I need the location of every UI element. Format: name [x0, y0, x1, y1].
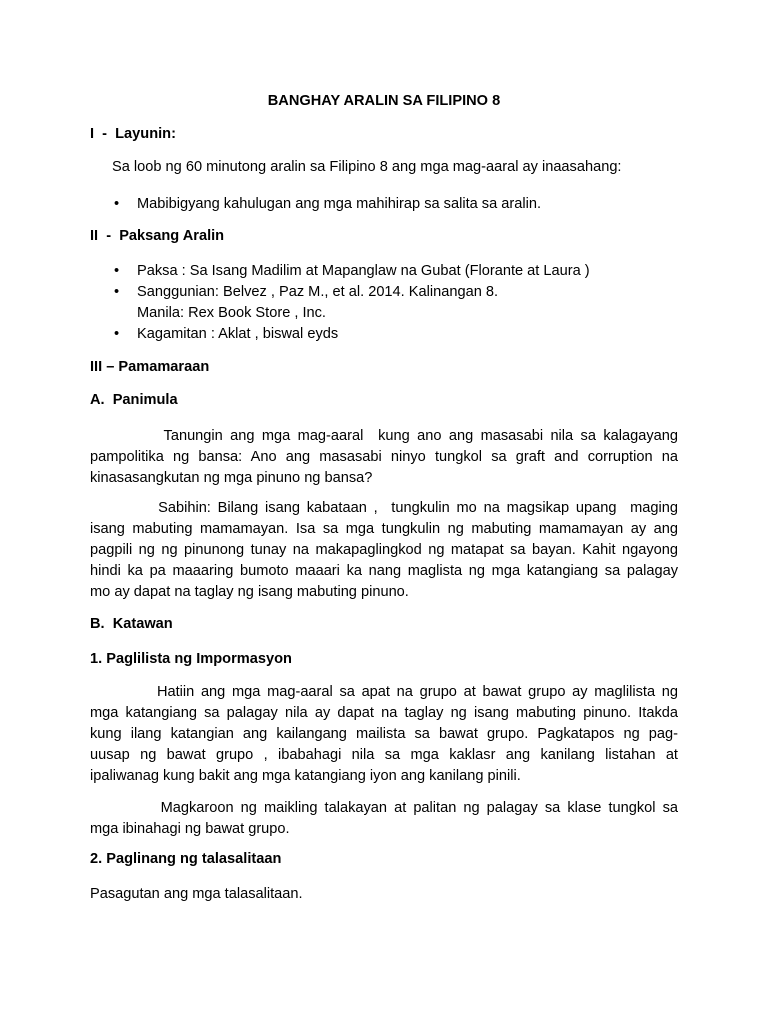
list-item: • Mabibigyang kahulugan ang mga mahihirap sa salita sa aralin. [112, 194, 541, 215]
paragraph-panimula-2: Sabihin: Bilang isang kabataan , tungkulin mo na magsikap upang maging isang mabuting mamamayan. Isa sa mga tungkulin ng mabuting mamamayan ay ang pagpili ng ng pinunong tunay na makapaglingkod ng matapat sa bayan. Kahit ngayong hindi ka pa maaaring bumoto maaari ka nang maglista ng mga katangiang sa palagay mo ay dapat na taglay ng isang mabuting pinuno. [90, 500, 678, 600]
section-2-bullets [112, 261, 590, 345]
section-1-heading: I - Layunin: [90, 126, 176, 142]
paragraph-paglilista-2: Magkaroon ng maikling talakayan at palitan ng palagay sa klase tungkol sa mga ibinahagi ng bawat grupo. [90, 800, 678, 837]
paragraph-panimula-1: Tanungin ang mga mag-aaral kung ano ang masasabi nila sa kalagayang pampolitika ng bansa: Ano ang masasabi ninyo tungkol sa graft and corruption na kinasasangkutan ng mga pinuno ng bansa? [90, 428, 678, 486]
list-item: • Paksa : Sa Isang Madilim at Mapanglaw na Gubat (Florante at Laura ) [112, 261, 590, 282]
paragraph-paglilista-1: Hatiin ang mga mag-aaral sa apat na grupo at bawat grupo ay maglilista ng mga katangiang sa palagay nila ay dapat na taglay ng isang mabuting pinuno. Itakda kung ilang katangian ang kailangang mailista sa bawat grupo. Pagkatapos ng pag- uusap ng bawat grupo , ibabahagi nila sa mga kaklasr ang kanilang listahan at ipaliwanag kung bakit ang mga katangiang iyon ang kanilang pinili. [90, 684, 678, 784]
section-1-bullets [112, 194, 541, 215]
subsection-2-heading: 2. Paglinang ng talasalitaan [90, 851, 282, 867]
bullet-icon: • [114, 263, 120, 279]
subsection-a-heading: A. Panimula [90, 392, 178, 408]
closing-instruction: Pasagutan ang mga talasalitaan. [90, 886, 303, 902]
bullet-icon: • [114, 326, 120, 342]
section-3-heading: III – Pamamaraan [90, 359, 210, 375]
list-item: • Sanggunian: Belvez , Paz M., et al. 2014. Kalinangan 8. Manila: Rex Book Store , Inc. [114, 284, 499, 321]
document-title: BANGHAY ARALIN SA FILIPINO 8 [267, 93, 501, 109]
section-1-intro: Sa loob ng 60 minutong aralin sa Filipino 8 ang mga mag-aaral ay inaasahang: [112, 159, 622, 175]
subsection-b-heading: B. Katawan [90, 616, 173, 632]
bullet-icon: • [114, 284, 120, 300]
subsection-1-heading: 1. Paglilista ng Impormasyon [90, 651, 292, 667]
bullet-icon: • [114, 196, 120, 212]
list-item: • Kagamitan : Aklat , biswal eyds [112, 324, 590, 345]
section-2-heading: II - Paksang Aralin [90, 228, 225, 244]
